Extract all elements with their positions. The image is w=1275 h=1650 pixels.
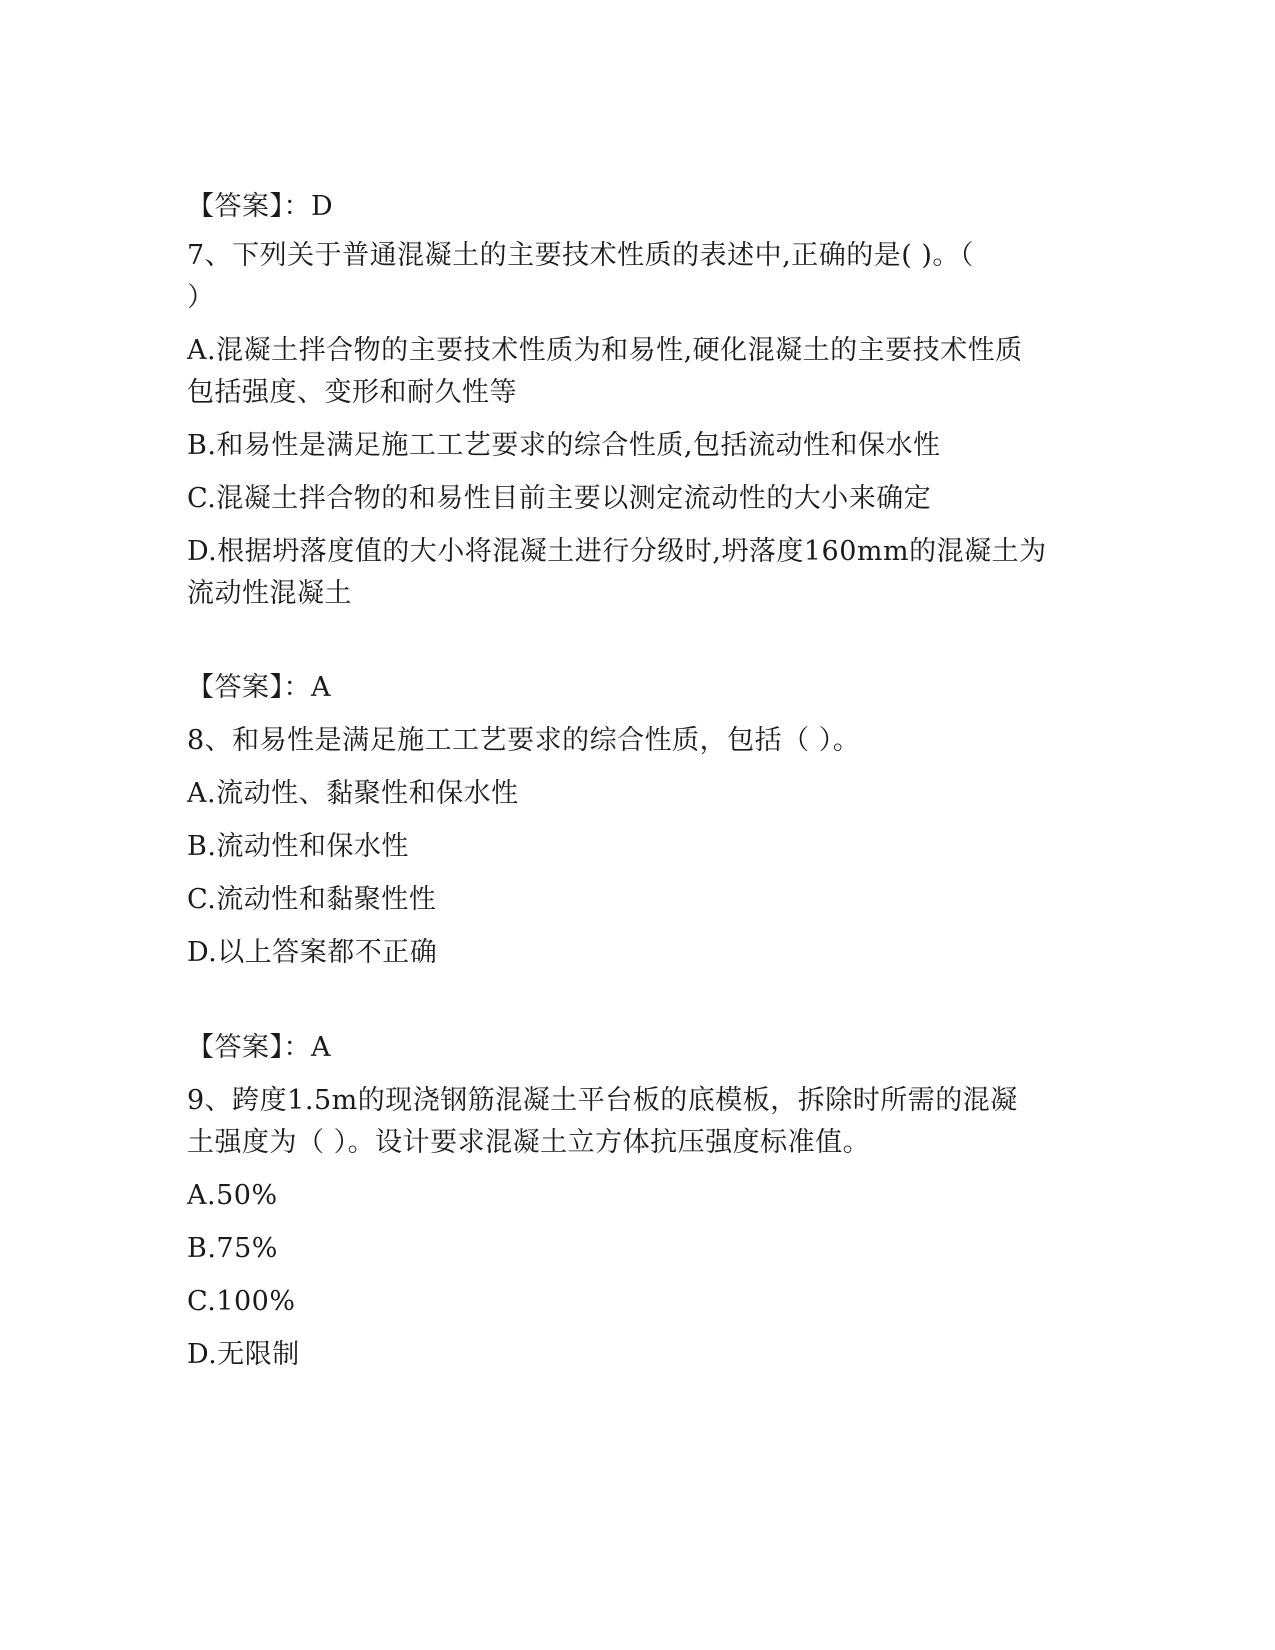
option-b: B.75% [187, 1233, 278, 1264]
question-8: 8、和易性是满足施工工艺要求的综合性质，包括（ ）。 [187, 725, 861, 756]
answer-line: 【答案】：A [187, 672, 331, 703]
option-a-line-2: 包括强度、变形和耐久性等 [187, 377, 517, 408]
option-a: A.50% [187, 1180, 278, 1211]
option-c: C.流动性和黏聚性性 [187, 884, 437, 915]
answer-line: 【答案】：A [187, 1032, 331, 1063]
option-d: D.以上答案都不正确 [187, 937, 438, 968]
option-b: B.流动性和保水性 [187, 831, 409, 862]
option-a-line-1: A.混凝土拌合物的主要技术性质为和易性,硬化混凝土的主要技术性质 [187, 335, 1023, 366]
answer-line: 【答案】：D [187, 191, 334, 222]
option-c: C.100% [187, 1286, 296, 1317]
option-d-line-1: D.根据坍落度值的大小将混凝土进行分级时,坍落度160mm的混凝土为 [187, 536, 1047, 567]
question-7-line-2: ） [187, 282, 215, 313]
option-c: C.混凝土拌合物的和易性目前主要以测定流动性的大小来确定 [187, 483, 932, 514]
option-a: A.流动性、黏聚性和保水性 [187, 778, 519, 809]
option-d: D.无限制 [187, 1339, 300, 1370]
option-d-line-2: 流动性混凝土 [187, 578, 352, 609]
question-9-line-1: 9、跨度1.5m的现浇钢筋混凝土平台板的底模板，拆除时所需的混凝 [187, 1085, 1018, 1116]
question-7-line-1: 7、下列关于普通混凝土的主要技术性质的表述中,正确的是( )。（ [187, 240, 974, 271]
question-9-line-2: 土强度为（ ）。设计要求混凝土立方体抗压强度标准值。 [187, 1127, 871, 1158]
option-b: B.和易性是满足施工工艺要求的综合性质,包括流动性和保水性 [187, 430, 941, 461]
